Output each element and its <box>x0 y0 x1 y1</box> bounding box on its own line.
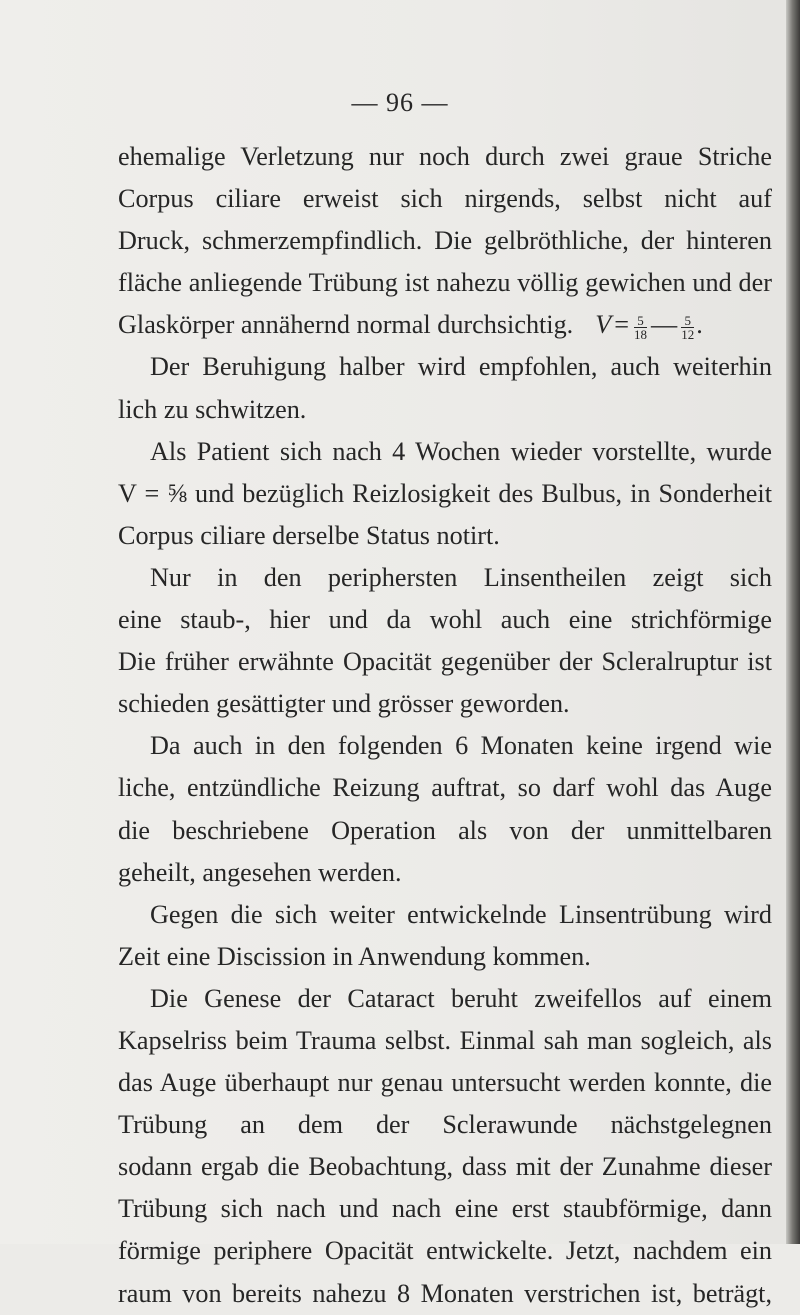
fraction: $\frac{5}{18}$ <box>634 312 648 342</box>
text-line <box>118 725 772 767</box>
text-line <box>118 767 772 809</box>
visus-formula <box>595 310 703 342</box>
text-line <box>118 810 772 852</box>
text-line <box>118 178 772 220</box>
fraction: $\frac{5}{12}$ <box>681 312 695 342</box>
text-line-content: Gegen die sich weiter entwickelnde Linsentrübung wird <box>150 899 772 929</box>
text-line <box>118 304 772 346</box>
text-line <box>118 1188 772 1230</box>
body-text <box>118 136 772 1315</box>
text-line-content: Trübung sich nach und nach eine erst staubförmige, dann <box>118 1194 772 1224</box>
text-line-content: schieden gesättigter und grösser geworden. <box>118 689 570 719</box>
formula-dash: — <box>651 310 678 340</box>
text-line-content: sodann ergab die Beobachtung, dass mit der Zunahme dieser <box>118 1152 772 1182</box>
text-line <box>118 978 772 1020</box>
text-line-content: Die früher erwähnte Opacität gegenüber der Scleralruptur ist <box>118 647 772 677</box>
text-line <box>118 683 772 725</box>
formula-period: . <box>696 310 703 340</box>
text-line <box>118 346 772 388</box>
text-line-content: Druck, schmerzempfindlich. Die gelbröthliche, der hinteren <box>118 226 772 256</box>
text-line-content: Kapselriss beim Trauma selbst. Einmal sah man sogleich, als <box>118 1025 772 1055</box>
text-line-content: eine staub-, hier und da wohl auch eine strichförmige <box>118 605 772 635</box>
text-line <box>118 1020 772 1062</box>
text-line-content: fläche anliegende Trübung ist nahezu völlig gewichen und der <box>118 268 772 298</box>
text-line <box>118 431 772 473</box>
text-line-content: ehemalige Verletzung nur noch durch zwei graue Striche <box>118 142 772 171</box>
text-line-content: Glaskörper annähernd normal durchsichtig. <box>118 310 574 340</box>
text-line-content: Trübung an dem der Sclerawunde nächstgelegnen <box>118 1110 772 1140</box>
text-line <box>118 262 772 304</box>
formula-symbol: V <box>595 310 612 340</box>
text-line-content: Da auch in den folgenden 6 Monaten keine irgend wie <box>150 731 772 761</box>
text-line-content: Corpus ciliare derselbe Status notirt. <box>118 520 500 550</box>
text-line <box>118 852 772 894</box>
text-line-content: Als Patient sich nach 4 Wochen wieder vorstellte, wurde <box>150 436 772 466</box>
text-line <box>118 1273 772 1315</box>
text-line <box>118 389 772 431</box>
text-line-content: lich zu schwitzen. <box>118 394 307 424</box>
formula-equals: = <box>614 310 630 340</box>
text-line <box>118 220 772 262</box>
text-line <box>118 599 772 641</box>
page-edge <box>786 0 800 1244</box>
text-line-content: förmige periphere Opacität entwickelte. Jetzt, nachdem ein <box>118 1236 772 1266</box>
text-line <box>118 1230 772 1272</box>
text-line <box>118 894 772 936</box>
text-line-content: die beschriebene Operation als von der unmittelbaren <box>118 815 772 845</box>
text-line <box>118 1146 772 1188</box>
text-line-content: Zeit eine Discission in Anwendung kommen. <box>118 941 591 971</box>
text-line-content: Die Genese der Cataract beruht zweifellos auf einem <box>150 983 772 1013</box>
text-line <box>118 473 772 515</box>
text-line-content: das Auge überhaupt nur genau untersucht werden konnte, die <box>118 1068 772 1098</box>
text-line-content: Nur in den periphersten Linsentheilen zeigt sich <box>150 562 772 592</box>
text-line <box>118 557 772 599</box>
page-number: — 96 — <box>351 88 449 117</box>
text-line-content: raum von bereits nahezu 8 Monaten verstrichen ist, beträgt, <box>118 1278 772 1308</box>
text-line-content: Der Beruhigung halber wird empfohlen, auch weiterhin <box>150 352 772 382</box>
text-line-content: geheilt, angesehen werden. <box>118 857 402 887</box>
text-line <box>118 1062 772 1104</box>
text-line <box>118 641 772 683</box>
text-line <box>118 136 772 178</box>
text-line-content: liche, entzündliche Reizung auftrat, so darf wohl das Auge <box>118 773 772 803</box>
text-line-content: V = ⅝ und bezüglich Reizlosigkeit des Bulbus, in Sonderheit <box>118 478 772 508</box>
text-line <box>118 1104 772 1146</box>
text-line-content: Corpus ciliare erweist sich nirgends, selbst nicht auf <box>118 184 772 214</box>
text-line <box>118 936 772 978</box>
text-line <box>118 515 772 557</box>
